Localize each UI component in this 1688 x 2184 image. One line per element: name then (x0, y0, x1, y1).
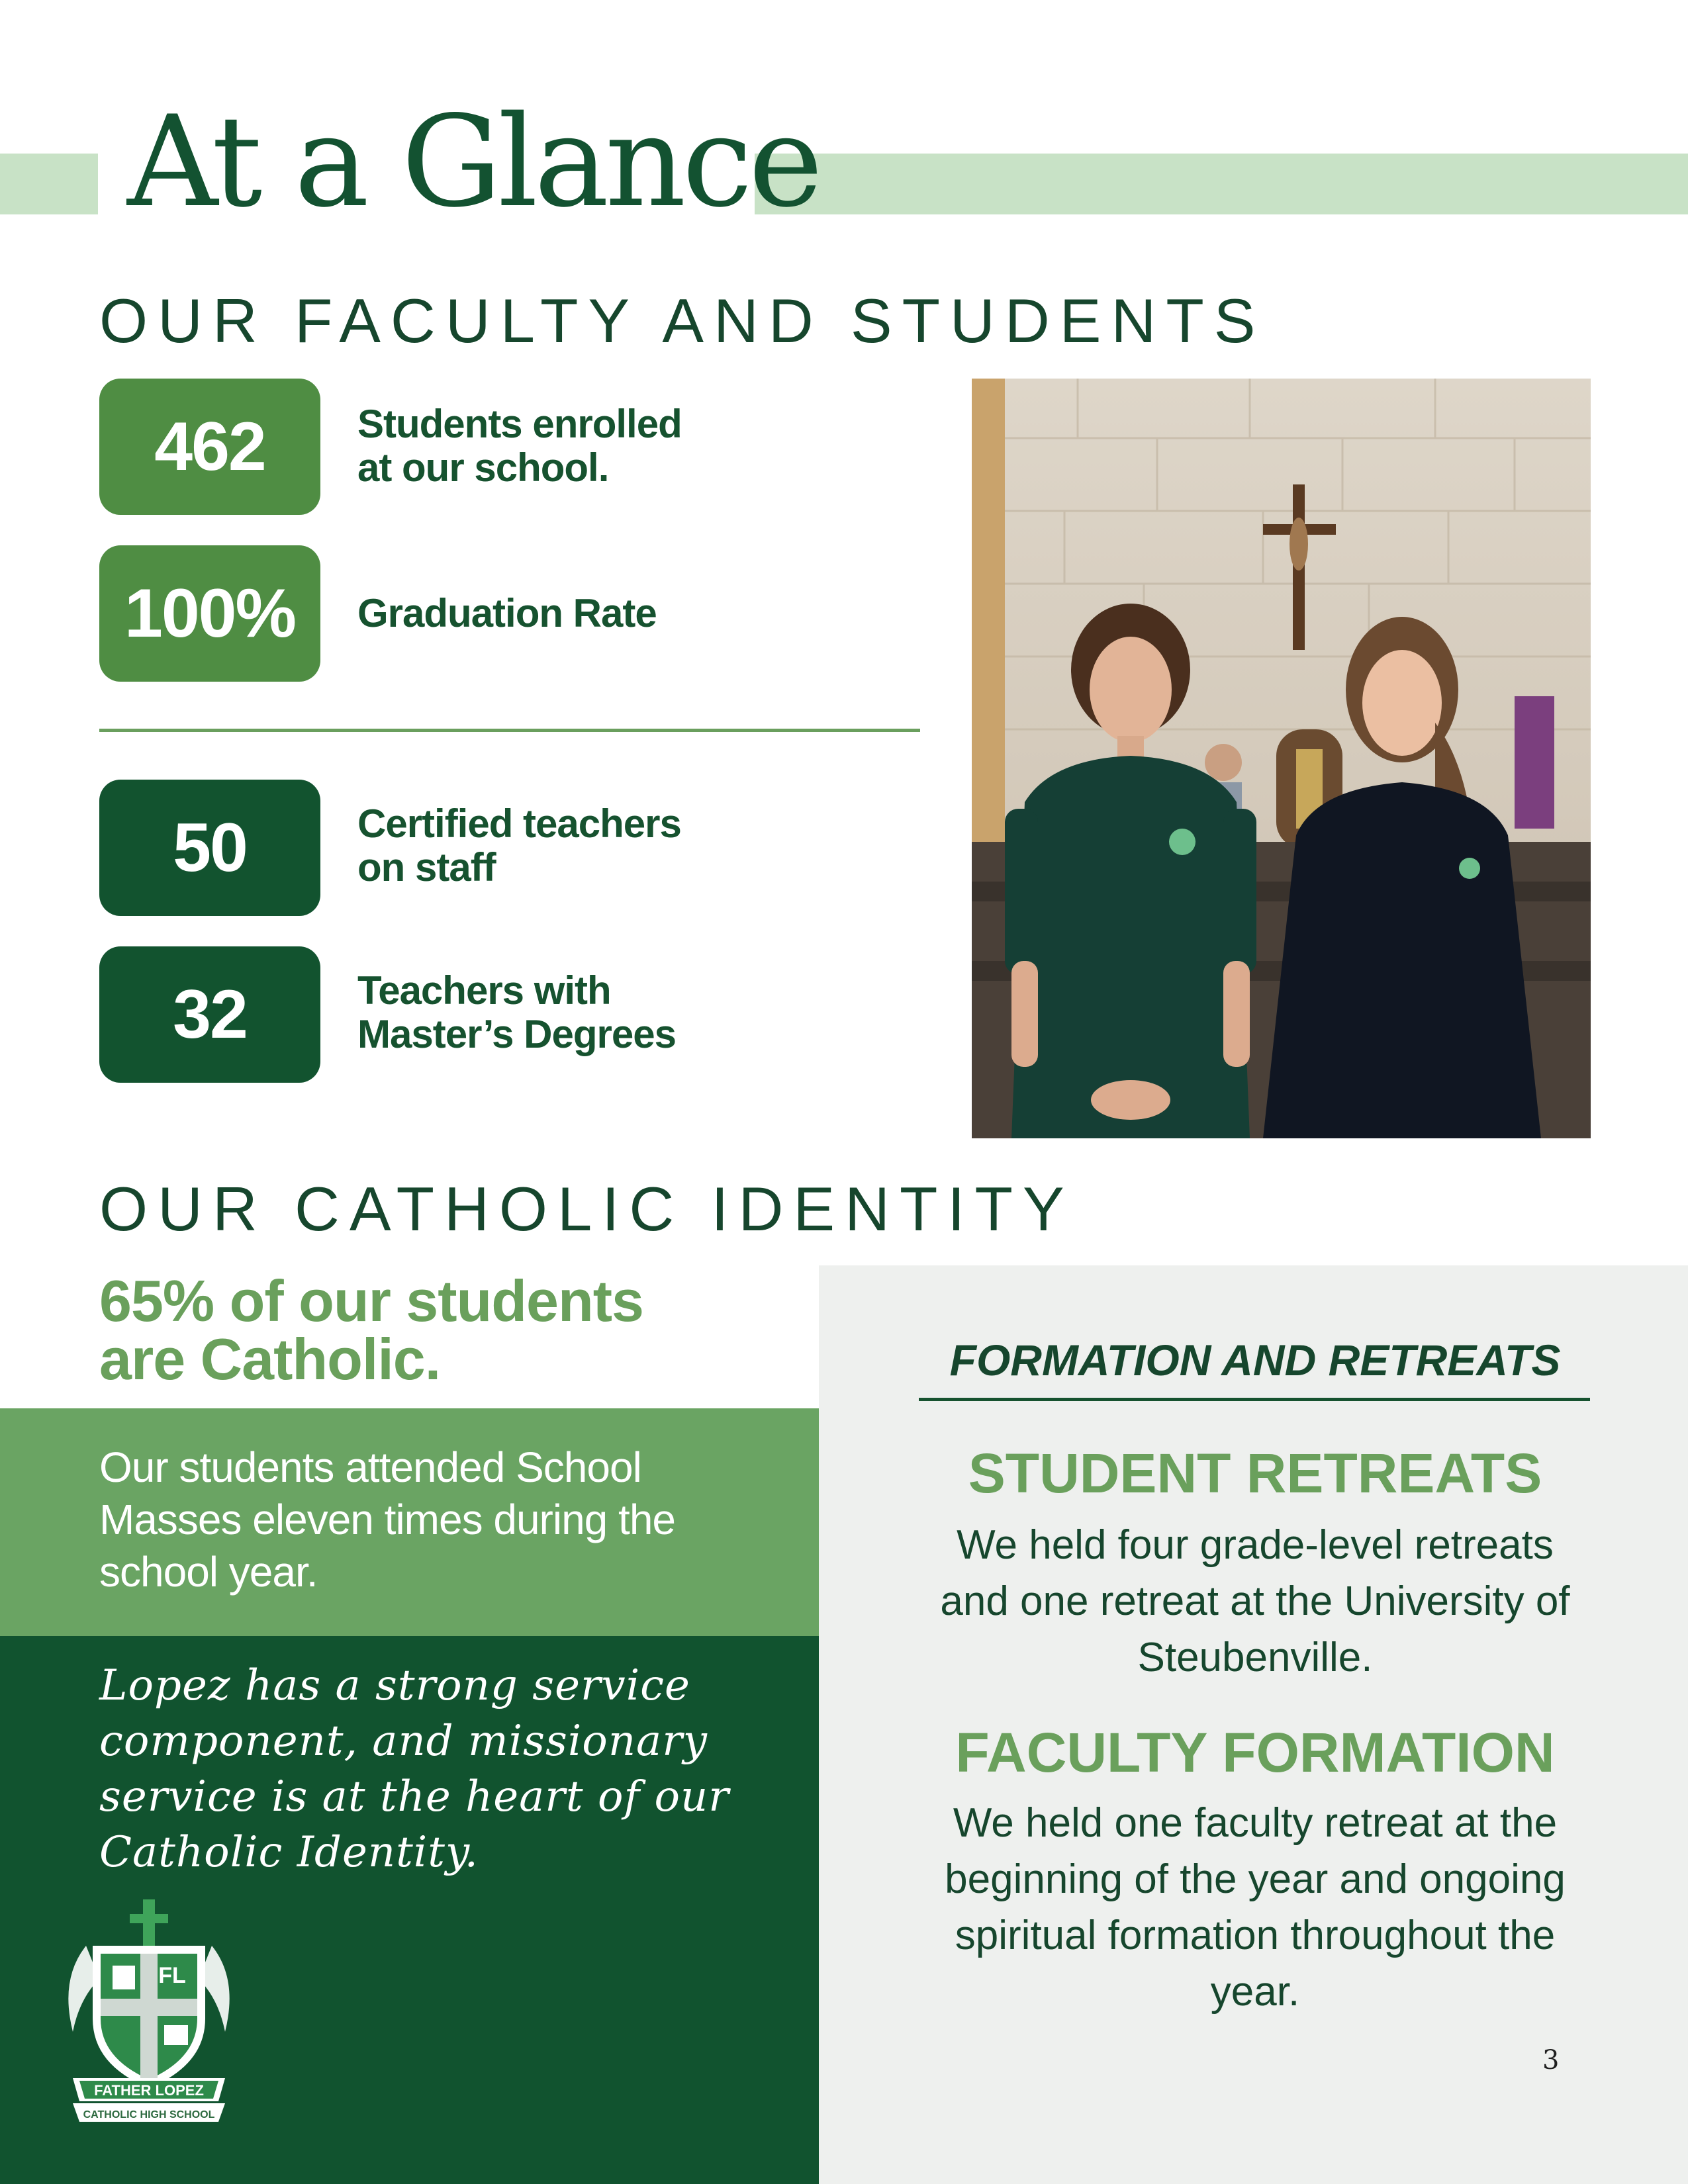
stat-masters-label-line2: Master’s Degrees (357, 1012, 676, 1056)
crest-initials: FL (158, 1963, 186, 1988)
stat-graduation-label (357, 592, 755, 635)
stat-teachers-label-line2: on staff (357, 845, 496, 889)
crest-banner-top: FATHER LOPEZ (94, 2082, 204, 2099)
stat-students-label-line1: Students enrolled (357, 402, 682, 446)
catholic-section-heading: OUR CATHOLIC IDENTITY (99, 1174, 1074, 1244)
formation-rule (919, 1398, 1590, 1401)
catholic-stat-line2: are Catholic. (99, 1326, 441, 1392)
page-title: At a Glance (127, 89, 820, 235)
stats-divider (99, 729, 920, 732)
students-photo (972, 379, 1591, 1138)
title-band-right (755, 154, 1688, 214)
stat-masters-label-line1: Teachers with (357, 968, 611, 1013)
stat-students-value: 462 (99, 379, 320, 515)
faculty-formation-text: We held one faculty retreat at the beginning of the year and ongoing spiritual formation throughout the year. (945, 1800, 1566, 2015)
stat-teachers-label (357, 802, 755, 889)
stat-students-label-line2: at our school. (357, 445, 609, 490)
title-band-left (0, 154, 98, 214)
stat-masters-value: 32 (99, 946, 320, 1083)
page-number: 3 (1542, 2045, 1560, 2075)
formation-heading: FORMATION AND RETREATS (949, 1336, 1561, 1385)
stat-graduation-value: 100% (99, 545, 320, 682)
stat-masters-label (357, 969, 755, 1056)
stat-teachers-value: 50 (99, 780, 320, 916)
catholic-stat-line1: 65% of our students (99, 1268, 643, 1334)
faculty-formation-title: FACULTY FORMATION (955, 1721, 1555, 1784)
stat-teachers-label-line1: Certified teachers (357, 801, 681, 846)
student-retreats-text: We held four grade-level retreats and one retreat at the University of Steubenville. (940, 1522, 1570, 1680)
catholic-percentage-stat (99, 1268, 801, 1392)
stat-students-label (357, 402, 755, 490)
service-quote: Lopez has a strong service component, and missionary service is at the heart of our Catholic Identity. (99, 1661, 729, 1877)
school-crest-logo (60, 1899, 238, 2124)
mass-text: Our students attended School Masses eleven times during the school year. (99, 1443, 675, 1596)
stat-graduation-label-line1: Graduation Rate (357, 591, 657, 635)
student-retreats-title: STUDENT RETREATS (968, 1442, 1542, 1504)
faculty-section-heading: OUR FACULTY AND STUDENTS (99, 286, 1266, 355)
crest-banner-bottom: CATHOLIC HIGH SCHOOL (83, 2109, 215, 2120)
